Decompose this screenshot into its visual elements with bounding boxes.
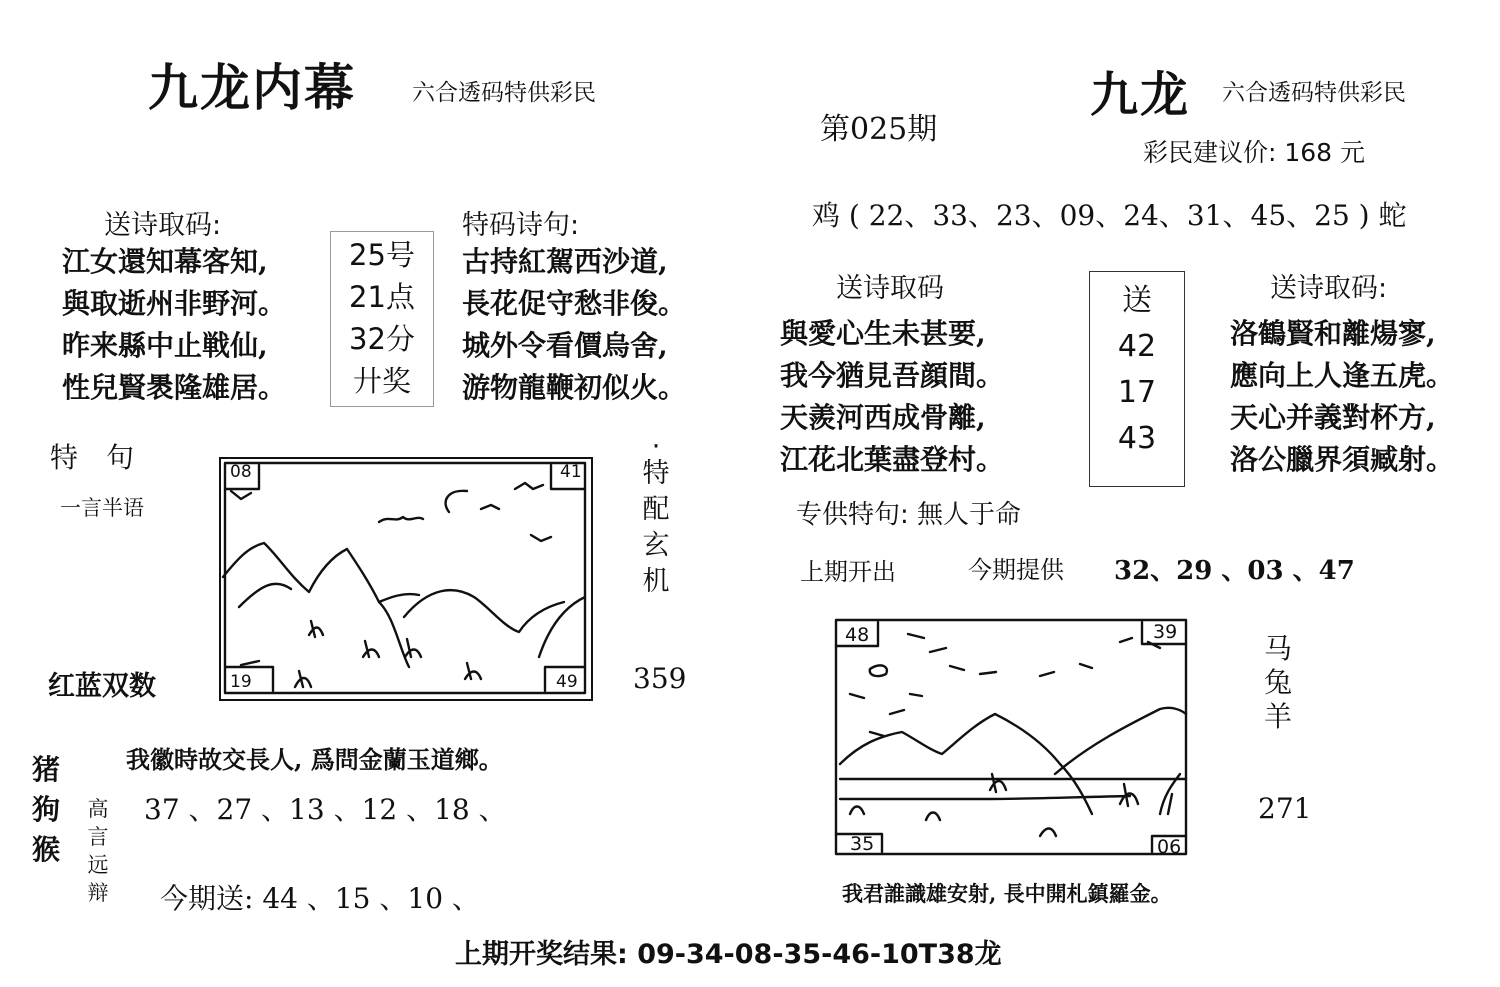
poem-line: 游物龍鞭初似火。 <box>462 371 687 404</box>
poem-line: 江花北葉盡登村。 <box>780 443 1005 476</box>
right-animals-vertical <box>1258 632 1298 734</box>
chicken-line: 鸡 ( 22、33、23、09、24、31、45、25 ) 蛇 <box>812 199 1407 232</box>
center-box-line: 21点 <box>349 280 415 314</box>
special-line: 专供特句: 無人于命 <box>796 500 1022 530</box>
footer-result: 上期开奖结果: 09-34-08-35-46-10T38龙 <box>455 939 1002 970</box>
jinqi-send: 今期送: 44 、15 、10 、 <box>160 882 480 915</box>
left-side-vertical <box>634 431 678 600</box>
honglan-value: 359 <box>633 662 687 695</box>
gaoyan-char: 辩 <box>87 881 109 905</box>
poem-line: 昨来縣中止戦仙, <box>62 329 268 362</box>
side-char: 特 <box>642 458 670 489</box>
poem-line: 江女還知幕客知, <box>62 245 268 278</box>
center-box-line: 廾奖 <box>352 364 411 398</box>
tema-poem <box>462 241 686 409</box>
right-picture-corner-br: 06 <box>1157 836 1182 858</box>
left-number-row: 37 、27 、13 、12 、18 、 <box>144 793 507 826</box>
animal-char: 狗 <box>31 793 60 826</box>
teju-label: 特 句 <box>50 441 135 474</box>
side-char: · <box>651 431 661 462</box>
animal-char: 猴 <box>31 833 60 866</box>
right-poem-heading-right: 送诗取码: <box>1270 273 1388 304</box>
poem-line: 天心并義對杯方, <box>1230 401 1436 434</box>
poem-line: 洛公臘界須臧射。 <box>1230 443 1455 476</box>
left-picture-corner-bl: 19 <box>230 672 252 692</box>
right-side-number: 271 <box>1258 792 1312 825</box>
send-box-line: 17 <box>1117 375 1157 410</box>
left-picture-corner-br: 49 <box>556 672 578 692</box>
issue-number: 第025期 <box>820 112 938 147</box>
price: 彩民建议价: 168 元 <box>1143 138 1366 167</box>
right-poem-right <box>1230 313 1454 481</box>
animal-char: 羊 <box>1263 700 1292 733</box>
poem-line: 我今猶見吾顔間。 <box>780 359 1005 392</box>
left-picture-corner-tl: 08 <box>230 462 252 482</box>
right-picture-corner-tl: 48 <box>845 624 870 646</box>
side-char: 配 <box>642 494 670 525</box>
left-poem <box>62 241 286 409</box>
poem-line: 性兒賢褁隆雄居。 <box>62 371 287 404</box>
side-char: 玄 <box>642 530 670 561</box>
poem-line: 洛鶴賢和離煬寥, <box>1230 317 1436 350</box>
animal-char: 猪 <box>31 753 60 786</box>
center-box-line: 32分 <box>349 322 415 356</box>
send-box-line: 送 <box>1122 283 1152 318</box>
last-issue-label: 上期开出 <box>800 558 896 586</box>
right-subtitle: 六合透码特供彩民 <box>1222 80 1406 106</box>
side-char: 机 <box>642 566 670 597</box>
right-title: 九龙 <box>1090 67 1191 123</box>
left-title: 九龙内幕 <box>148 58 356 117</box>
right-verse: 我君誰識雄安射, 長中開札鎮羅金。 <box>842 881 1172 906</box>
poem-line: 天羨河西成骨離, <box>780 401 986 434</box>
right-picture-corner-tr: 39 <box>1153 621 1178 643</box>
poem-line: 古持紅駕西沙道, <box>462 245 668 278</box>
provide-numbers: 32、29 、03 、47 <box>1114 556 1355 586</box>
gaoyan-char: 远 <box>87 853 109 877</box>
animal-char: 兔 <box>1263 666 1292 699</box>
left-verse: 我徽時故交長人, 爲問金蘭玉道鄉。 <box>126 745 503 774</box>
right-poem-heading-left: 送诗取码 <box>836 273 944 304</box>
teju-sub: 一言半语 <box>60 496 144 520</box>
right-landscape-illustration <box>830 614 1192 860</box>
right-poem-left <box>780 313 1004 481</box>
gaoyan-vertical <box>84 795 112 907</box>
left-landscape-illustration <box>219 457 591 699</box>
left-poem-heading: 送诗取码: <box>104 210 222 241</box>
poem-line: 城外令看價烏舍, <box>462 329 668 362</box>
left-animals-vertical <box>28 750 64 870</box>
poem-line: 應向上人逢五虎。 <box>1230 359 1455 392</box>
poem-line: 長花促守愁非俊。 <box>462 287 687 320</box>
honglan-label: 红蓝双数 <box>48 671 156 702</box>
provide-label: 今期提供 <box>968 556 1064 584</box>
center-box-line: 25号 <box>349 238 415 272</box>
animal-char: 马 <box>1263 632 1292 665</box>
left-center-box <box>330 231 434 407</box>
send-box <box>1089 271 1185 487</box>
gaoyan-char: 言 <box>87 825 109 849</box>
left-picture-corner-tr: 41 <box>560 462 582 482</box>
poem-line: 與取逝州非野河。 <box>62 287 287 320</box>
send-box-line: 42 <box>1117 329 1157 364</box>
send-box-line: 43 <box>1117 421 1157 456</box>
right-picture-corner-bl: 35 <box>850 833 875 855</box>
poem-line: 與愛心生未甚要, <box>780 317 986 350</box>
tema-heading: 特码诗句: <box>462 210 580 241</box>
gaoyan-char: 高 <box>87 797 109 821</box>
left-subtitle: 六合透码特供彩民 <box>412 80 596 106</box>
